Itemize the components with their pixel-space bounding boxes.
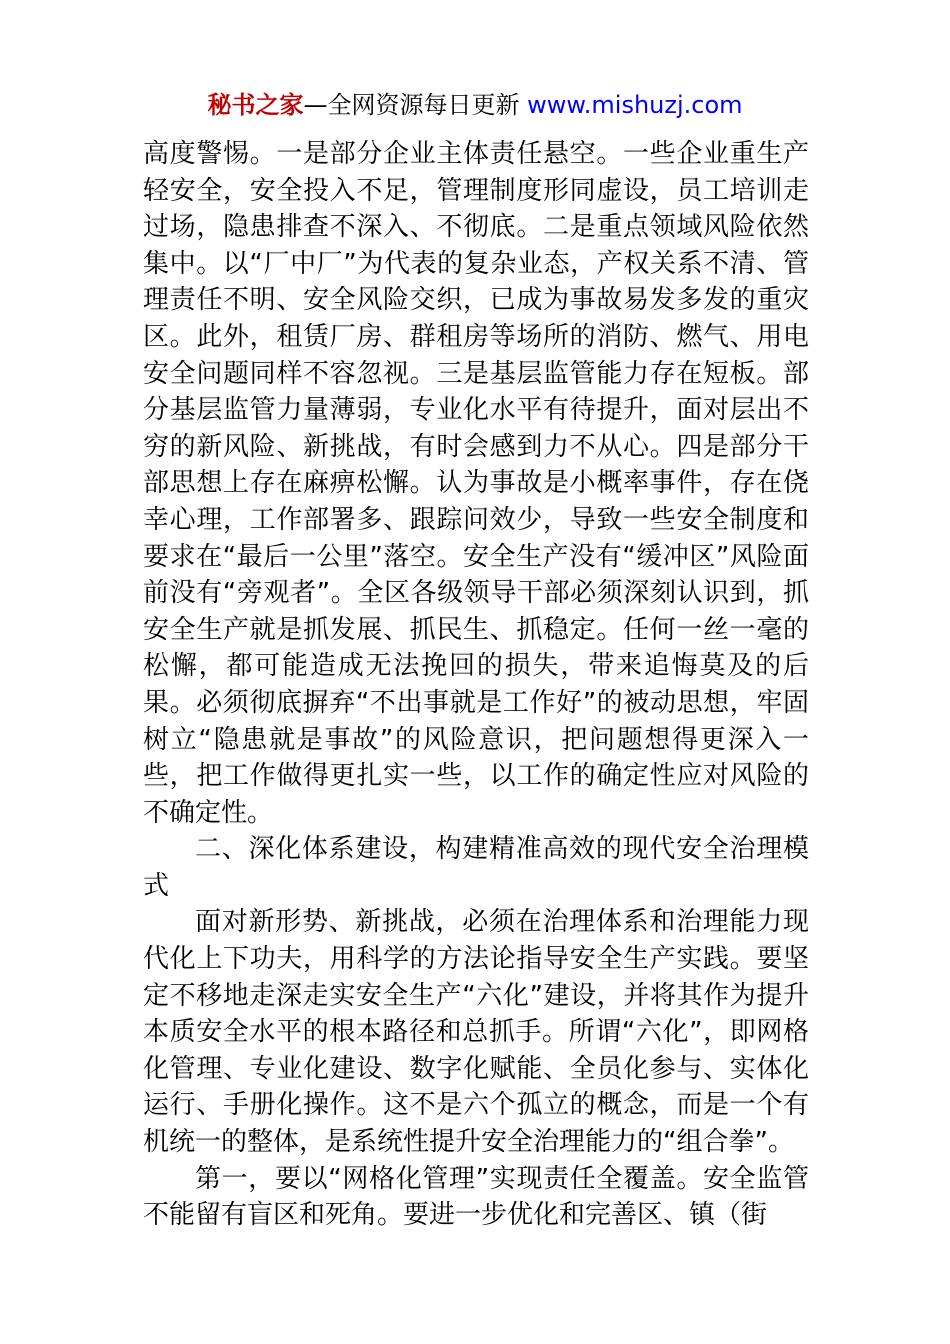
page-header [0, 88, 950, 122]
paragraph-risk-analysis: 高度警惕。一是部分企业主体责任悬空。一些企业重生产轻安全，安全投入不足，管理制度形同虚设，员工培训走过场，隐患排查不深入、不彻底。二是重点领域风险依然集中。以“厂中厂”为代表的复杂业态，产权关系不清、管理责任不明、安全风险交织，已成为事故易发多发的重灾区。此外，租赁厂房、群租房等场所的消防、燃气、用电安全问题同样不容忽视。三是基层监管能力存在短板。部分基层监管力量薄弱，专业化水平有待提升，面对层出不穷的新风险、新挑战，有时会感到力不从心。四是部分干部思想上存在麻痹松懈。认为事故是小概率事件，存在侥幸心理，工作部署多、跟踪问效少，导致一些安全制度和要求在“最后一公里”落空。安全生产没有“缓冲区”风险面前没有“旁观者”。全区各级领导干部必须深刻认识到，抓安全生产就是抓发展、抓民生、抓稳定。任何一丝一毫的松懈，都可能造成无法挽回的损失，带来追悔莫及的后果。必须彻底摒弃“不出事就是工作好”的被动思想，牢固树立“隐患就是事故”的风险意识，把问题想得更深入一些，把工作做得更扎实一些，以工作的确定性应对风险的不确定性。 [143, 139, 809, 828]
header-url-link[interactable]: www.mishuzj.com [527, 91, 743, 119]
paragraph-grid-management: 第一，要以“网格化管理”实现责任全覆盖。安全监管不能留有盲区和死角。要进一步优化和完善区、镇（街 [143, 1163, 809, 1231]
paragraph-six-modernizations: 面对新形势、新挑战，必须在治理体系和治理能力现代化上下功夫，用科学的方法论指导安全生产实践。要坚定不移地走深走实安全生产“六化”建设，并将其作为提升本质安全水平的根本路径和总抓手。所谓“六化”，即网格化管理、专业化建设、数字化赋能、全员化参与、实体化运行、手册化操作。这不是六个孤立的概念，而是一个有机统一的整体，是系统性提升安全治理能力的“组合拳”。 [143, 907, 809, 1158]
section-heading-2: 二、深化体系建设，构建精准高效的现代安全治理模式 [143, 834, 809, 901]
document-body [143, 136, 809, 1234]
header-brand: 秘书之家 [207, 91, 304, 119]
header-tagline: —全网资源每日更新 [303, 91, 520, 119]
